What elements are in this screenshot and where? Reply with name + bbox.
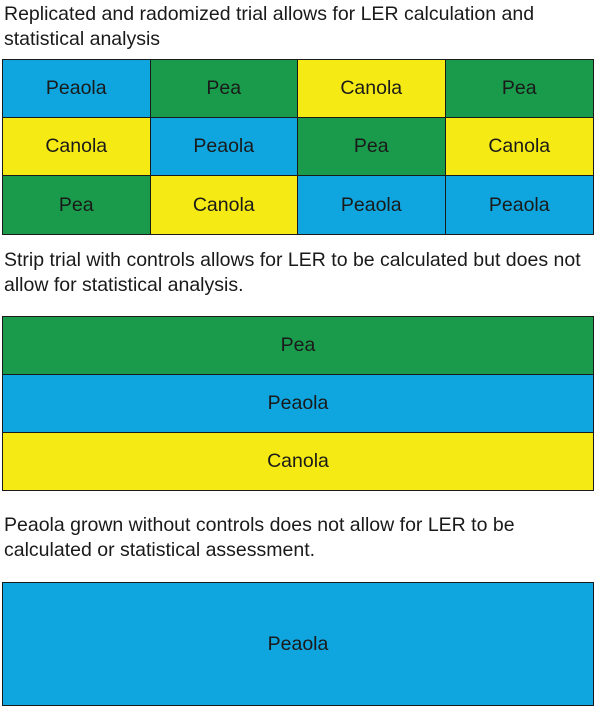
- plot-label: Canola: [267, 450, 329, 472]
- plot-cell: [298, 176, 446, 234]
- plot-label: Peaola: [488, 193, 550, 216]
- plot-cell: [151, 60, 299, 118]
- plot-label: Canola: [192, 193, 255, 216]
- plot-cell: [446, 176, 594, 234]
- plot-label: Pea: [58, 193, 94, 216]
- plot-label: Pea: [280, 334, 316, 356]
- plot-cell: [3, 60, 151, 118]
- strip-row: [3, 375, 593, 433]
- plot-cell: [298, 118, 446, 176]
- strip-row: [3, 433, 593, 490]
- peaola-only-plot: [2, 582, 594, 706]
- plot-cell: [151, 118, 299, 176]
- plot-cell: [298, 60, 446, 118]
- plot-label: Canola: [340, 77, 403, 99]
- plot-cell: [446, 118, 594, 176]
- plot-label: Peaola: [193, 135, 255, 157]
- plot-label: Peaola: [45, 77, 107, 99]
- strip-trial-plot: [2, 316, 594, 491]
- plot-cell: [151, 176, 299, 234]
- plot-label: Peaola: [267, 392, 329, 414]
- randomized-trial-caption: Replicated and radomized trial allows for LER calculation and statistical analysis: [4, 3, 535, 50]
- plot-label: Pea: [206, 77, 242, 99]
- plot-label: Canola: [488, 135, 551, 157]
- plot-cell: [3, 176, 151, 234]
- strip-row: [3, 317, 593, 375]
- plot-label: Peaola: [267, 632, 329, 655]
- randomized-trial-plot-grid: [2, 59, 594, 235]
- plot-label: Pea: [353, 135, 389, 157]
- no-control-caption: Peaola grown without controls does not allow for LER to be calculated or statistical assessment.: [4, 514, 515, 561]
- strip-trial-caption: Strip trial with controls allows for LER to be calculated but does not allow for statistical analysis.: [4, 249, 581, 296]
- plot-label: Peaola: [340, 193, 402, 216]
- plot-label: Pea: [501, 77, 537, 99]
- plot-cell: [3, 118, 151, 176]
- plot-label: Canola: [45, 135, 108, 157]
- plot-cell: [446, 60, 594, 118]
